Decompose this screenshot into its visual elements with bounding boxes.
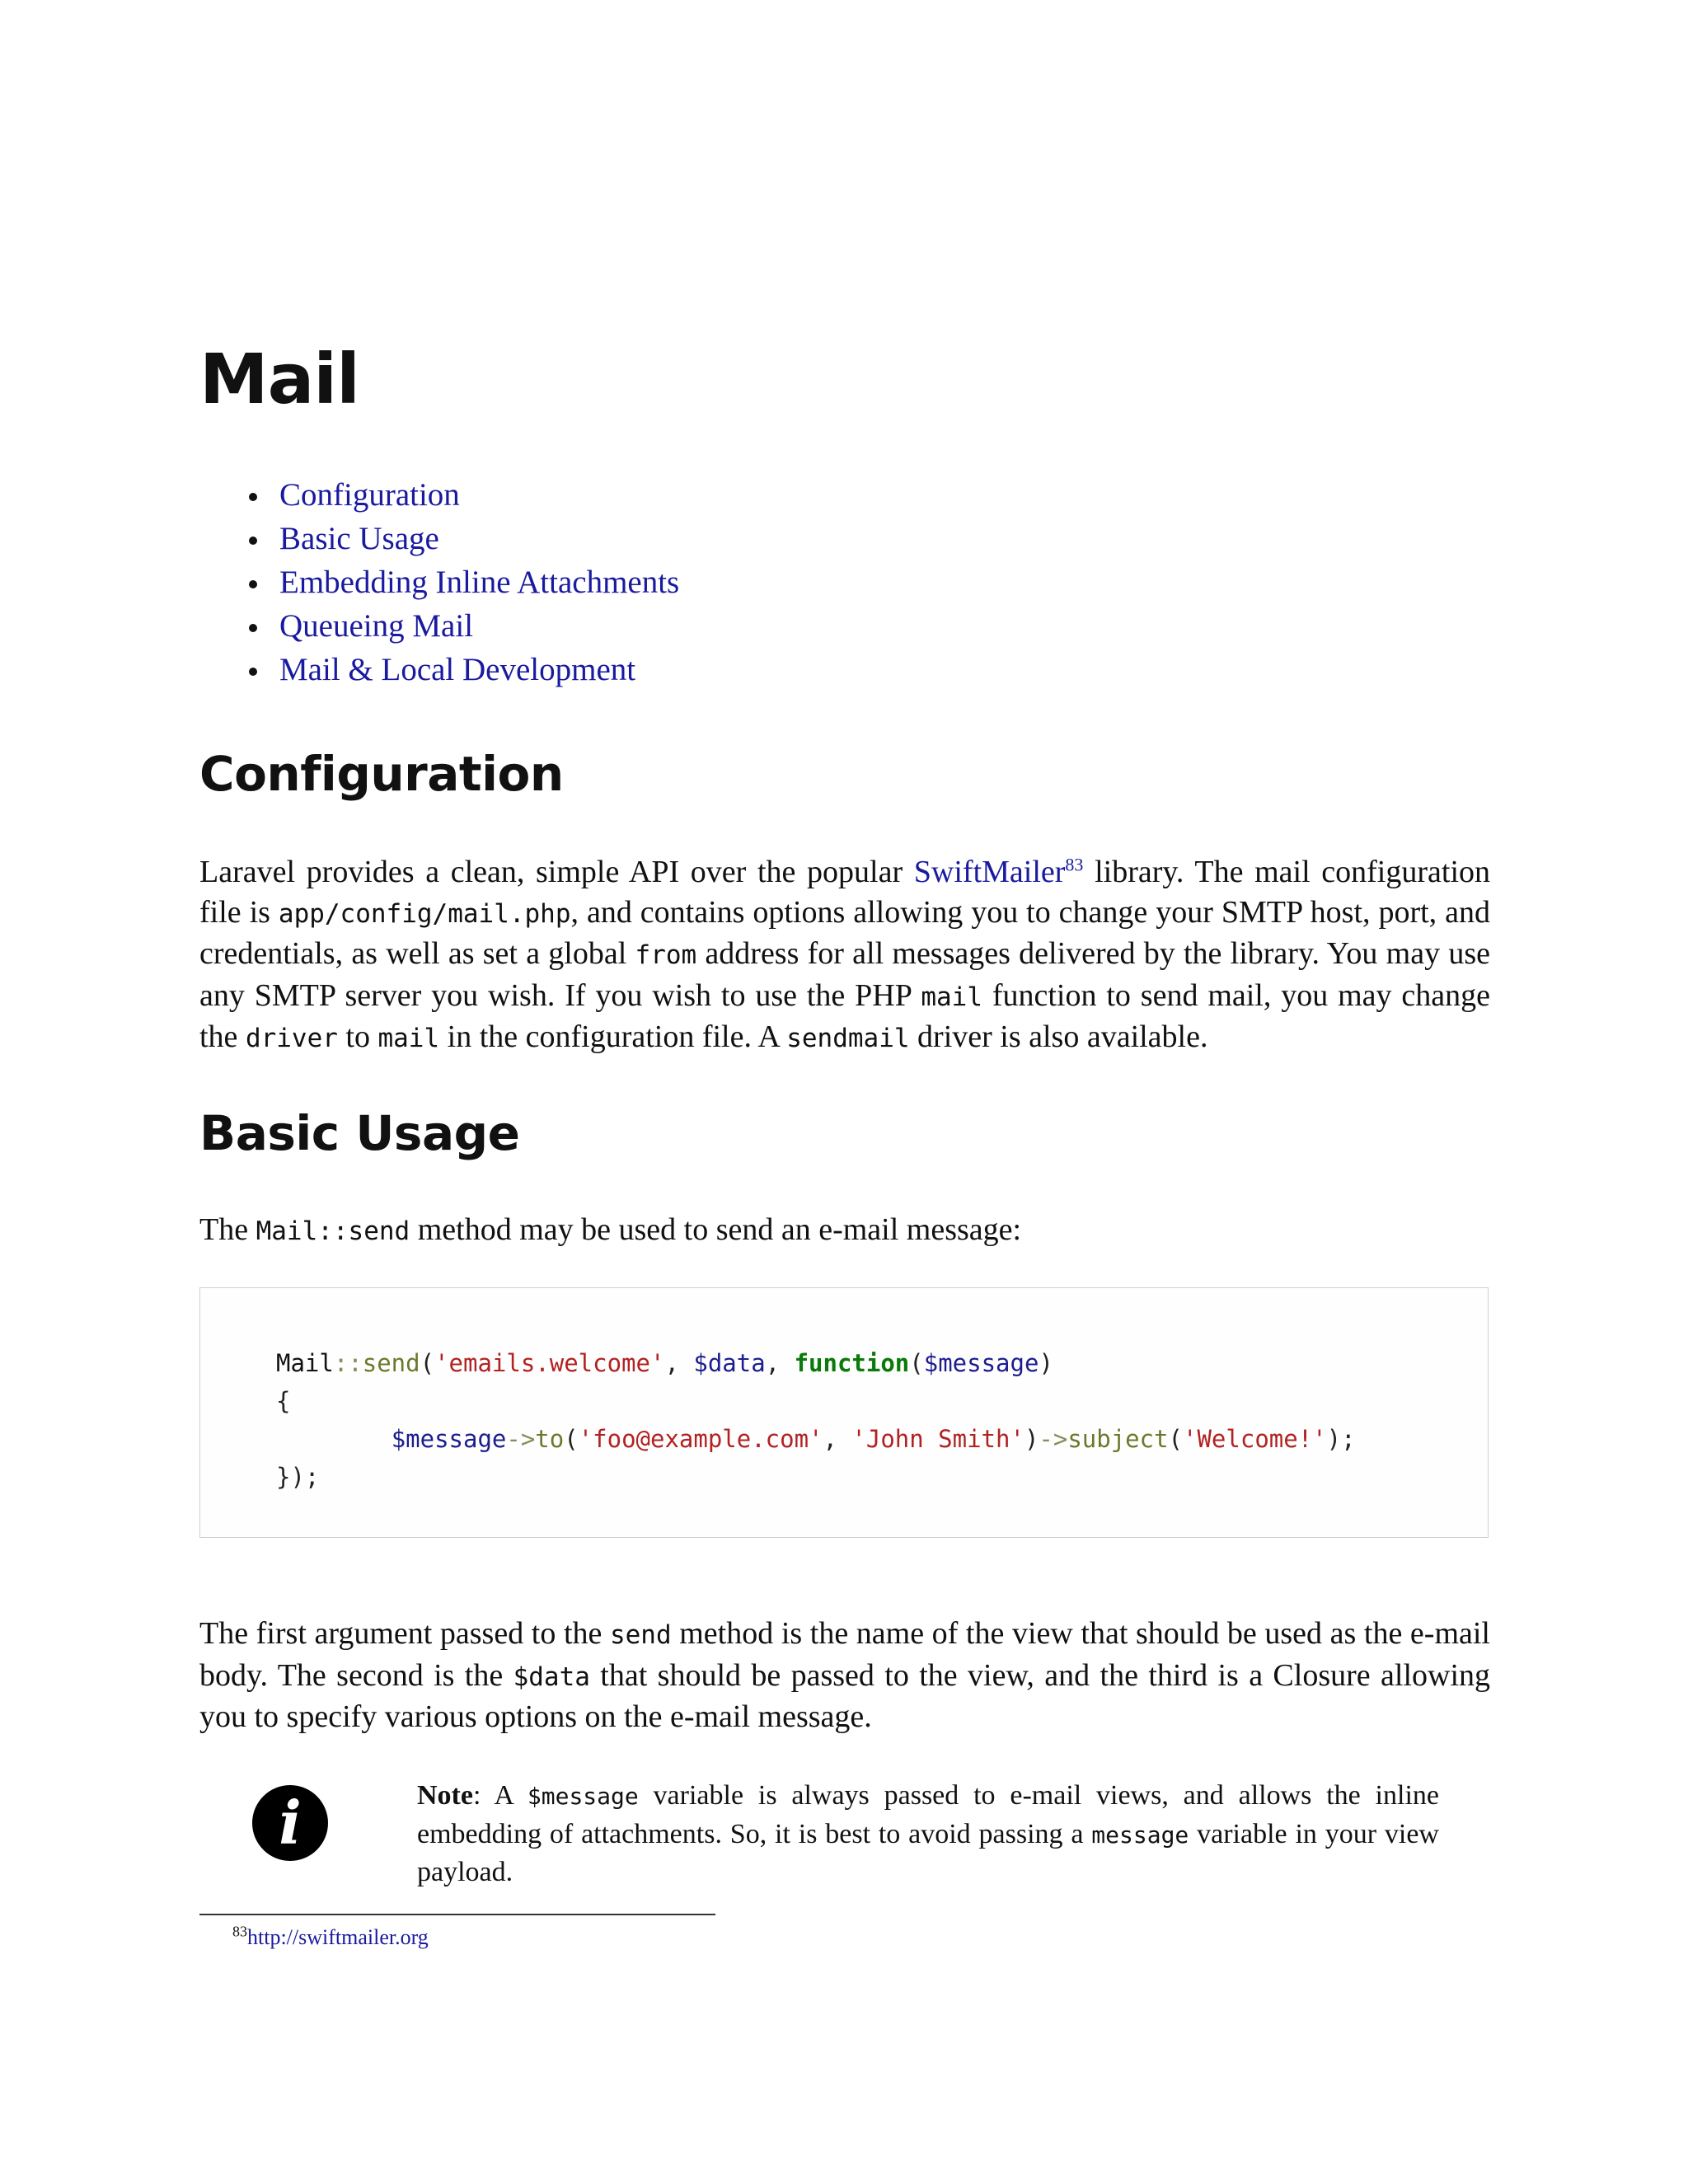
section-heading-configuration: Configuration <box>199 746 564 802</box>
toc-link-embedding-inline-attachments[interactable]: Embedding Inline Attachments <box>279 565 680 600</box>
toc-item <box>249 473 679 517</box>
configuration-paragraph: Laravel provides a clean, simple API over the popular SwiftMailer$^{83}$ library. The mail configuration file is app/config/mail.php, and contains options allowing you to change your SMTP host, port, and credentials, as well as set a global from address for all messages delivered by the library. You may use any SMTP server you wish. If you wish to use the PHP mail function to send mail, you may change the driver to mail in the configuration file. A sendmail driver is also available. <box>199 854 1490 1054</box>
inline-code: driver <box>245 1024 338 1053</box>
inline-code: app/config/mail.php <box>278 898 571 929</box>
inline-code: $data <box>513 1661 590 1692</box>
section-heading-basic-usage: Basic Usage <box>199 1105 520 1161</box>
info-icon: i <box>252 1785 328 1861</box>
inline-code: from <box>635 940 697 970</box>
inline-code: send <box>609 1620 672 1650</box>
footnote-divider <box>199 1914 715 1915</box>
toc-item <box>249 604 679 648</box>
inline-code: Mail::send <box>256 1216 410 1246</box>
note-text: Note: A $message variable is always passed to e-mail views, and allows the inline embedding of attachments. So, it is best to avoid passing a message variable in your view payload. <box>417 1780 1439 1887</box>
toc-link-mail-local-development[interactable]: Mail & Local Development <box>279 652 636 687</box>
inline-code: message <box>1091 1821 1189 1849</box>
basic-usage-intro: The Mail::send method may be used to send an e-mail message: <box>199 1212 1022 1247</box>
inline-code: mail <box>377 1024 440 1053</box>
toc-link-queueing-mail[interactable]: Queueing Mail <box>279 608 474 644</box>
toc-link-basic-usage[interactable]: Basic Usage <box>279 521 439 556</box>
basic-usage-explanation: The first argument passed to the send method is the name of the view that should be used as the e-mail body. The second is the $data that should be passed to the view, and the third is a Closure allowing you to specify various options on the e-mail message. <box>199 1616 1490 1734</box>
toc-item <box>249 517 679 560</box>
footnote-ref[interactable]: 83 <box>1065 854 1084 875</box>
footnote-link[interactable]: http://swiftmailer.org <box>247 1925 429 1949</box>
toc-item <box>249 560 679 604</box>
footnote <box>232 1924 429 1952</box>
table-of-contents <box>249 473 679 691</box>
note-label: Note <box>417 1780 473 1811</box>
swiftmailer-link[interactable]: SwiftMailer <box>913 855 1066 889</box>
toc-item <box>249 648 679 691</box>
inline-code: $message <box>527 1783 639 1810</box>
footnote-number: 83 <box>232 1923 247 1940</box>
inline-code: sendmail <box>786 1024 910 1053</box>
page-title: Mail <box>199 339 359 419</box>
code-listing: Mail::send('emails.welcome', $data, function($message) { $message->to('foo@example.com', 'John Smith')->subject('Welcome!'); }); <box>276 1349 1356 1491</box>
code-block <box>199 1287 1489 1538</box>
toc-link-configuration[interactable]: Configuration <box>279 477 460 513</box>
inline-code: mail <box>921 982 982 1012</box>
